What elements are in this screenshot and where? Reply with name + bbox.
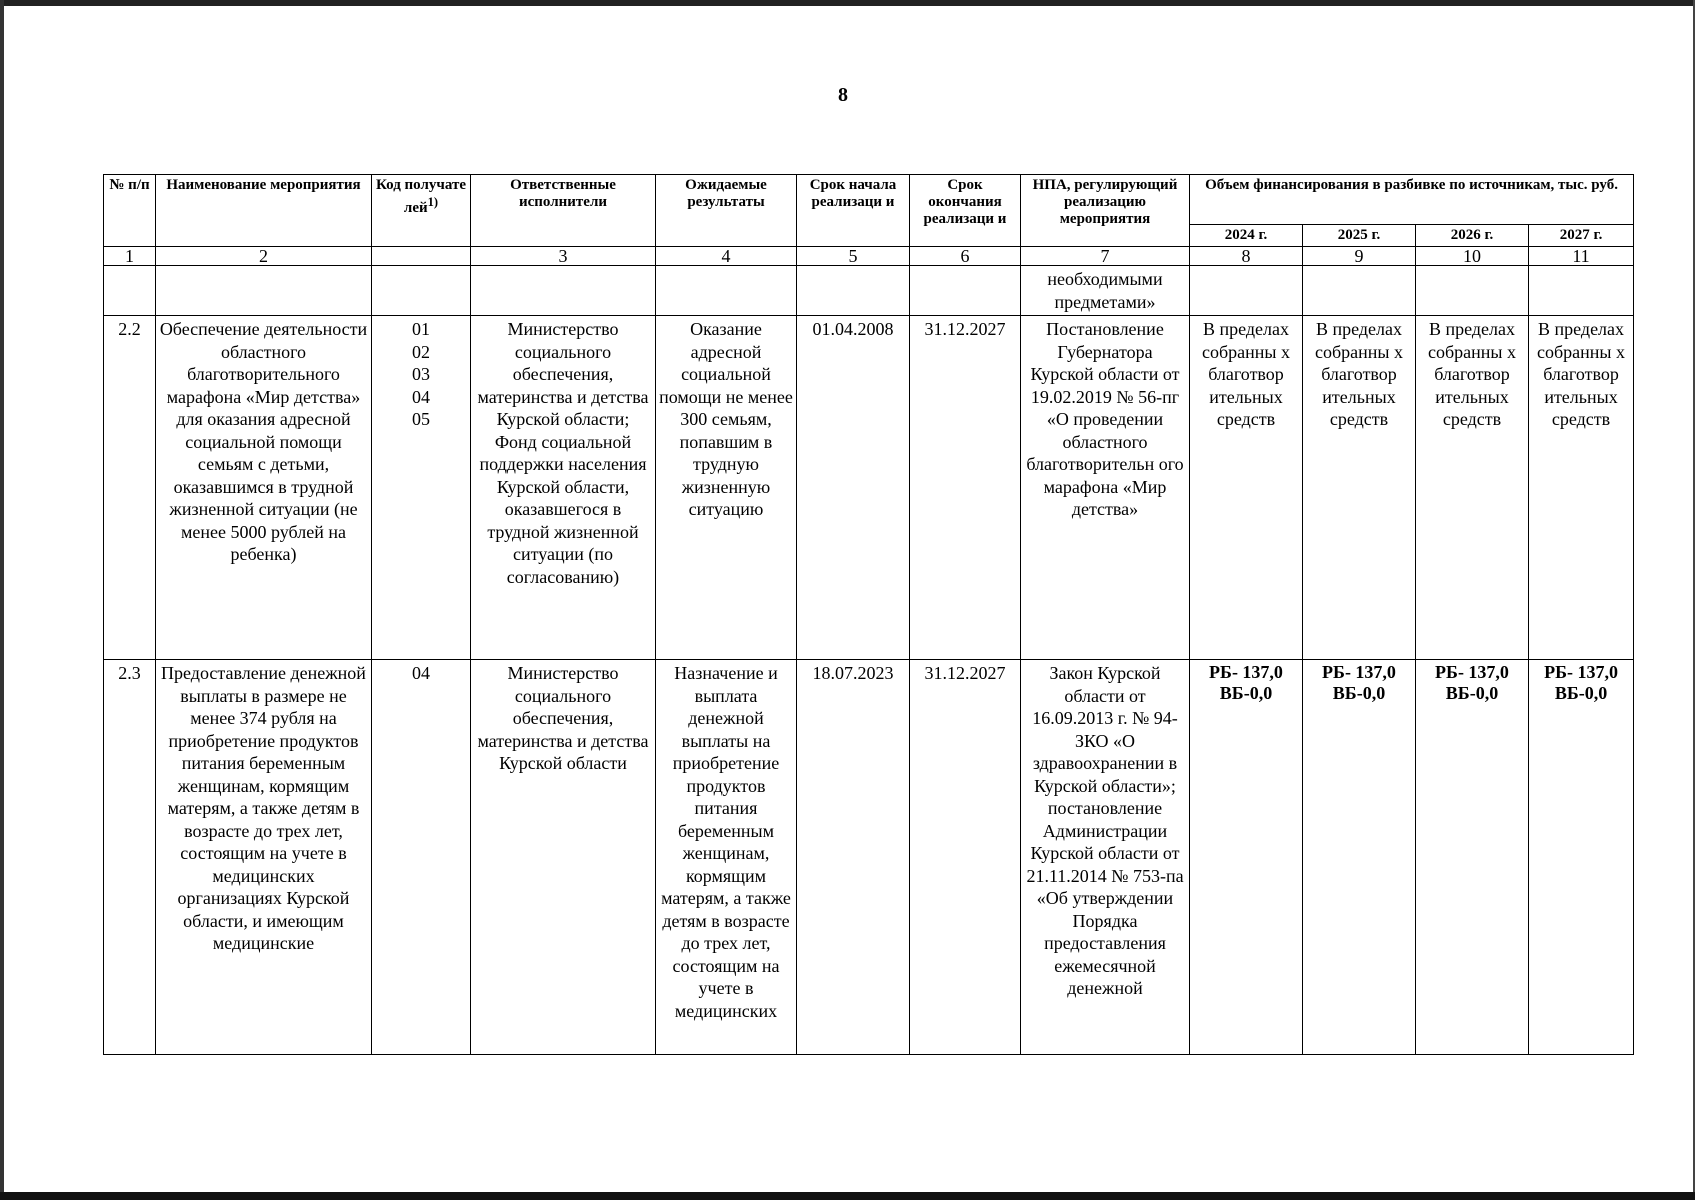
header-end: Срок окончания реализаци и	[910, 175, 1021, 247]
index-cell: 1	[104, 247, 156, 266]
scan-bottom-edge	[0, 1192, 1695, 1200]
row-funding: РБ- 137,0 ВБ-0,0	[1416, 660, 1529, 1055]
header-num: № п/п	[104, 175, 156, 247]
index-cell: 6	[910, 247, 1021, 266]
row-responsible: Министерство социального обеспечения, материнства и детства Курской области; Фонд социальной поддержки населения Курской области, оказавшегося в трудной жизненной ситуации (по согласованию)	[471, 316, 656, 660]
row-name: Предоставление денежной выплаты в размере не менее 374 рубля на приобретение продуктов питания беременным женщинам, кормящим матерям, а также детям в возрасте до трех лет, состоящим на учете в медицинских организациях Курской области, и имеющим медицинские	[156, 660, 372, 1055]
index-row	[104, 247, 1634, 266]
header-start: Срок начала реализаци и	[797, 175, 910, 247]
index-cell: 11	[1529, 247, 1634, 266]
page-number: 8	[838, 84, 848, 106]
row-funding: РБ- 137,0 ВБ-0,0	[1190, 660, 1303, 1055]
header-code-text: Код получате лей	[376, 177, 466, 216]
table-row	[104, 660, 1634, 1055]
row-funding: РБ- 137,0 ВБ-0,0	[1303, 660, 1416, 1055]
row-responsible: Министерство социального обеспечения, материнства и детства Курской области	[471, 660, 656, 1055]
row-npa: Постановление Губернатора Курской области от 19.02.2019 № 56-пг «О проведении областного благотворительн ого марафона «Мир детства»	[1021, 316, 1190, 660]
index-cell: 10	[1416, 247, 1529, 266]
scan-top-edge	[0, 0, 1695, 6]
row-funding: В пределах собранны х благотвор ительных средств	[1190, 316, 1303, 660]
row-start: 18.07.2023	[797, 660, 910, 1055]
header-funding: Объем финансирования в разбивке по источникам, тыс. руб.	[1190, 175, 1634, 225]
continuation-row	[104, 266, 1634, 316]
row-expected: Назначение и выплата денежной выплаты на приобретение продуктов питания беременным женщинам, кормящим матерям, а также детям в возрасте до трех лет, состоящим на учете в медицинских	[656, 660, 797, 1055]
header-year: 2027 г.	[1529, 225, 1634, 247]
header-code	[372, 175, 471, 247]
row-funding: В пределах собранны х благотвор ительных средств	[1303, 316, 1416, 660]
header-npa: НПА, регулирующий реализацию мероприятия	[1021, 175, 1190, 247]
activities-table	[103, 174, 1634, 1055]
row-name: Обеспечение деятельности областного благотворительного марафона «Мир детства» для оказания адресной социальной помощи семьям с детьми, оказавшимся в трудной жизненной ситуации (не менее 5000 рублей на ребенка)	[156, 316, 372, 660]
row-num: 2.2	[104, 316, 156, 660]
scan-left-edge	[0, 0, 4, 1200]
index-cell: 3	[471, 247, 656, 266]
row-funding: В пределах собранны х благотвор ительных средств	[1416, 316, 1529, 660]
row-end: 31.12.2027	[910, 316, 1021, 660]
row-code: 04	[372, 660, 471, 1055]
row-num: 2.3	[104, 660, 156, 1055]
index-cell: 5	[797, 247, 910, 266]
index-cell	[372, 247, 471, 266]
header-name: Наименование мероприятия	[156, 175, 372, 247]
header-year: 2026 г.	[1416, 225, 1529, 247]
index-cell: 4	[656, 247, 797, 266]
row-funding: РБ- 137,0 ВБ-0,0	[1529, 660, 1634, 1055]
header-row	[104, 175, 1634, 225]
header-year: 2024 г.	[1190, 225, 1303, 247]
index-cell: 9	[1303, 247, 1416, 266]
index-cell: 8	[1190, 247, 1303, 266]
index-cell: 2	[156, 247, 372, 266]
header-responsible: Ответственные исполнители	[471, 175, 656, 247]
continuation-npa: необходимыми предметами»	[1021, 266, 1190, 316]
table-row	[104, 316, 1634, 660]
row-expected: Оказание адресной социальной помощи не менее 300 семьям, попавшим в трудную жизненную ситуацию	[656, 316, 797, 660]
index-cell: 7	[1021, 247, 1190, 266]
row-funding: В пределах собранны х благотвор ительных средств	[1529, 316, 1634, 660]
header-expected: Ожидаемые результаты	[656, 175, 797, 247]
row-start: 01.04.2008	[797, 316, 910, 660]
header-code-sup: 1)	[427, 195, 439, 209]
row-npa: Закон Курской области от 16.09.2013 г. № 94-ЗКО «О здравоохранении в Курской области»; постановление Администрации Курской области от 21.11.2014 № 753-па «Об утверждении Порядка предоставления ежемесячной денежной	[1021, 660, 1190, 1055]
row-end: 31.12.2027	[910, 660, 1021, 1055]
header-year: 2025 г.	[1303, 225, 1416, 247]
row-code: 01 02 03 04 05	[372, 316, 471, 660]
